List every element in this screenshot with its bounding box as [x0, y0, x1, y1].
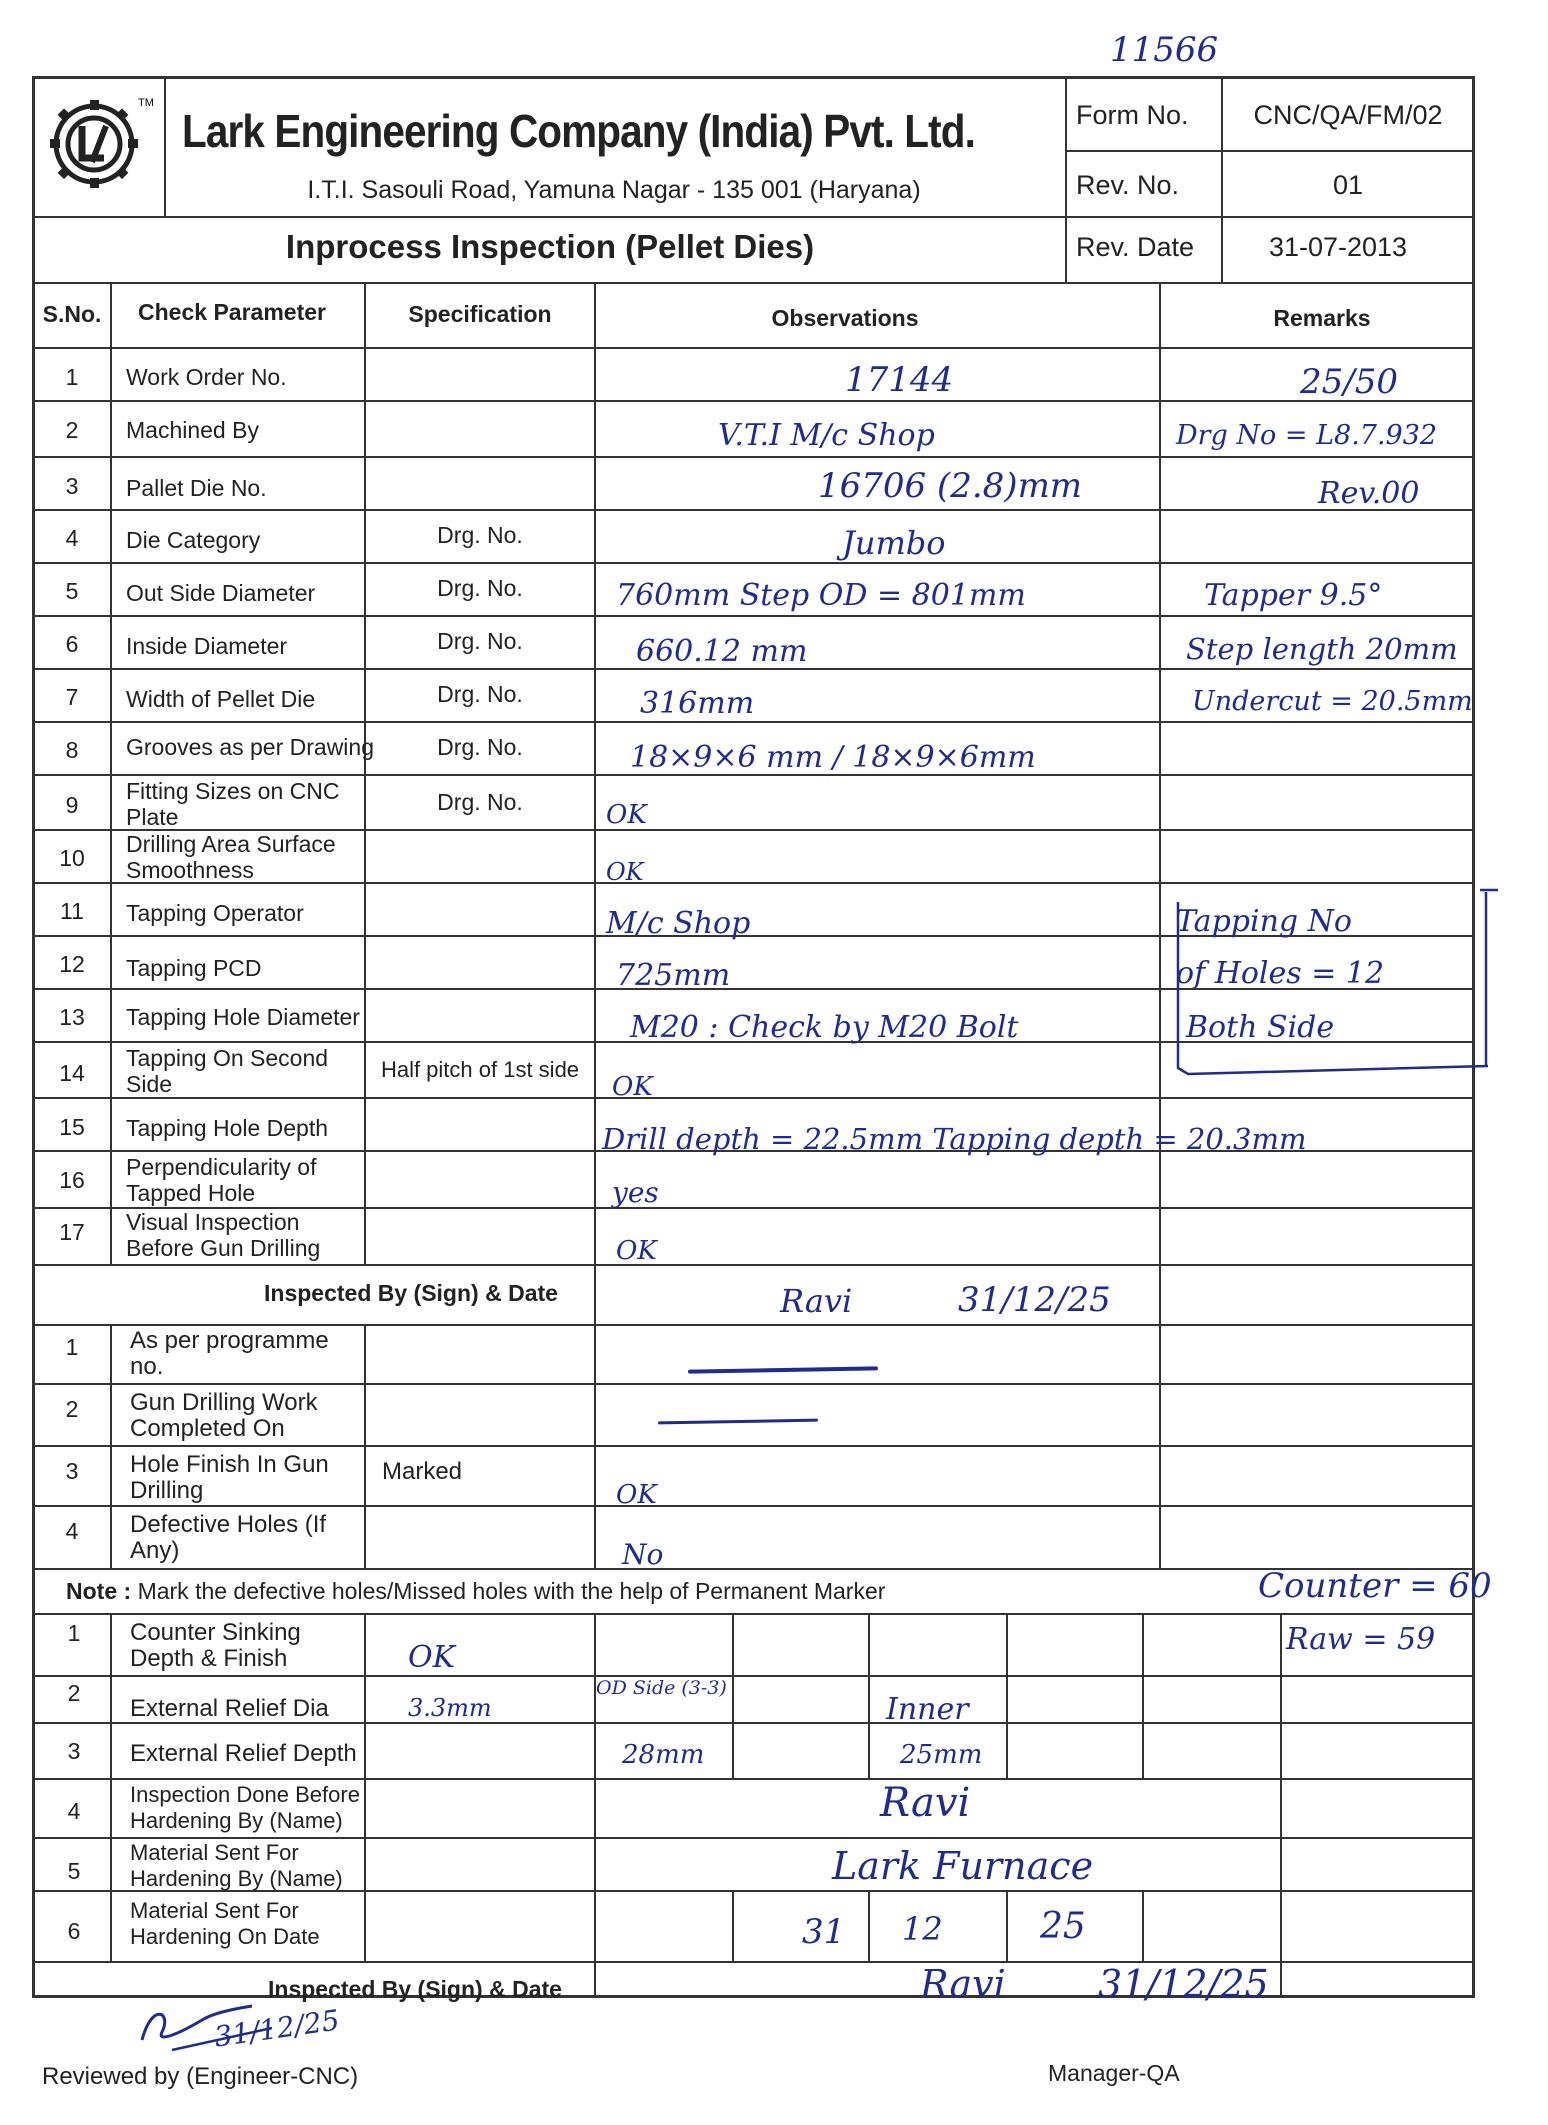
s3-row1-sno: 1 [67, 1620, 81, 1646]
s1-row14-sno: 14 [59, 1060, 85, 1086]
s3-row1-parameter: Counter Sinking Depth & Finish [130, 1619, 301, 1672]
s1-row11-parameter: Tapping Operator [126, 900, 304, 926]
s1-row3-parameter: Pallet Die No. [126, 475, 267, 501]
s1-row7-parameter: Width of Pellet Die [126, 686, 316, 712]
s1-row8-parameter: Grooves as per Drawing [126, 734, 374, 760]
s1-row10-parameter: Drilling Area Surface Smoothness [126, 831, 336, 883]
s1-row1-parameter: Work Order No. [126, 364, 287, 390]
s3-row3-sno: 3 [67, 1738, 81, 1764]
s2-row3-observation: OK [616, 1480, 657, 1510]
s3-row4-parameter: Inspection Done Before Hardening By (Name) [130, 1782, 360, 1833]
s1-row3-remark: Rev.00 [1318, 476, 1420, 511]
s3-row2-sno: 2 [67, 1680, 81, 1706]
s1-row1-remark: 25/50 [1300, 362, 1398, 402]
header-observations: Observations [771, 305, 919, 331]
s2-row3-parameter: Hole Finish In Gun Drilling [130, 1451, 329, 1504]
s3-row5-sno: 5 [67, 1858, 81, 1884]
s1-row5-remark: Tapper 9.5° [1204, 578, 1383, 613]
s1-row7-spec: Drg. No. [437, 681, 523, 707]
s1-row17-observation: OK [616, 1236, 657, 1266]
s1-row10-observation: OK [606, 858, 644, 886]
s1-row11-observation: M/c Shop [606, 906, 751, 941]
s1-row12-sno: 12 [59, 951, 85, 977]
reviewer-date: 31/12/25 [212, 2003, 342, 2054]
s1-row10-sno: 10 [59, 845, 85, 871]
note-counter: Counter = 60 [1258, 1566, 1492, 1606]
s1-row2-parameter: Machined By [126, 417, 259, 443]
manager-qa-label: Manager-QA [1048, 2060, 1180, 2086]
s1-row14-observation: OK [612, 1072, 653, 1102]
s1-row17-sno: 17 [59, 1219, 85, 1245]
s1-row11-sno: 11 [60, 898, 84, 924]
s1-row12-remark: of Holes = 12 [1176, 956, 1385, 991]
s1-row16-parameter: Perpendicularity of Tapped Hole [126, 1154, 317, 1206]
form-no-label: Form No. [1076, 100, 1189, 130]
inspected-by-label-2: Inspected By (Sign) & Date [268, 1976, 562, 2002]
rev-no-value: 01 [1332, 170, 1364, 200]
s1-row13-observation: M20 : Check by M20 Bolt [630, 1010, 1019, 1045]
s1-row17-parameter: Visual Inspection Before Gun Drilling [126, 1209, 321, 1261]
s1-row16-observation: yes [612, 1176, 659, 1209]
s2-row1-parameter: As per programme no. [130, 1327, 329, 1380]
s1-row15-sno: 15 [59, 1114, 85, 1140]
svg-text:TM: TM [138, 97, 154, 109]
s3-row6-sno: 6 [67, 1918, 81, 1944]
header-sno: S.No. [42, 301, 102, 327]
s1-row6-observation: 660.12 mm [636, 634, 808, 669]
inspected-by-date-2: 31/12/25 [1098, 1962, 1269, 2006]
s3-row6-value1: 31 [802, 1912, 846, 1952]
header-parameter: Check Parameter [138, 299, 326, 325]
note-raw: Raw = 59 [1286, 1622, 1436, 1657]
s2-row3-spec: Marked [382, 1458, 463, 1485]
s1-row6-parameter: Inside Diameter [126, 633, 288, 659]
s1-row1-observation: 17144 [845, 360, 954, 400]
s1-row8-spec: Drg. No. [437, 734, 523, 760]
s1-row2-observation: V.T.I M/c Shop [718, 418, 935, 453]
company-logo [46, 88, 156, 198]
note-text: Mark the defective holes/Missed holes with the help of Permanent Marker [137, 1578, 886, 1604]
reviewed-by-label: Reviewed by (Engineer-CNC) [42, 2063, 359, 2090]
rev-date-value: 31-07-2013 [1268, 232, 1408, 262]
s3-row3-value1: 28mm [622, 1740, 705, 1770]
s1-row5-observation: 760mm Step OD = 801mm [616, 578, 1026, 613]
s3-row5-value1: Lark Furnace [832, 1844, 1094, 1888]
s2-row2-sno: 2 [65, 1396, 79, 1422]
s2-row2-dash [658, 1419, 818, 1425]
s1-row3-sno: 3 [65, 473, 79, 499]
inspected-by-name-1: Ravi [780, 1282, 853, 1320]
s1-row1-sno: 1 [65, 364, 79, 390]
inspected-by-name-2: Ravi [920, 1962, 1006, 2006]
remarks-bracket [1168, 888, 1498, 1078]
s2-row2-parameter: Gun Drilling Work Completed On [130, 1389, 318, 1442]
form-no-value: CNC/QA/FM/02 [1253, 100, 1443, 130]
inspected-by-label-1: Inspected By (Sign) & Date [264, 1280, 558, 1306]
s2-row1-sno: 1 [65, 1334, 79, 1360]
note-label: Note : [66, 1578, 132, 1604]
s1-row8-sno: 8 [65, 737, 79, 763]
s3-row4-sno: 4 [67, 1798, 81, 1824]
header-remarks: Remarks [1273, 305, 1371, 331]
s1-row6-spec: Drg. No. [437, 628, 523, 654]
s3-row6-parameter: Material Sent For Hardening On Date [130, 1898, 320, 1949]
s3-row6-value2: 12 [902, 1910, 943, 1948]
s3-row4-value1: Ravi [880, 1780, 971, 1826]
s1-row15-parameter: Tapping Hole Depth [126, 1115, 329, 1141]
s1-row4-sno: 4 [65, 525, 79, 551]
s1-row4-spec: Drg. No. [437, 522, 523, 548]
s1-row7-sno: 7 [65, 684, 79, 710]
s3-row3-parameter: External Relief Depth [130, 1740, 357, 1767]
s1-row7-observation: 316mm [640, 686, 755, 721]
s3-row5-parameter: Material Sent For Hardening By (Name) [130, 1840, 343, 1891]
s1-row14-spec: Half pitch of 1st side [380, 1057, 580, 1082]
s1-row11-remark: Tapping No [1176, 904, 1352, 939]
s2-row4-observation: No [622, 1538, 664, 1571]
s3-row3-value2: 25mm [900, 1740, 983, 1770]
s1-row9-sno: 9 [65, 792, 79, 818]
s1-row5-sno: 5 [65, 578, 79, 604]
s1-row13-remark: Both Side [1186, 1010, 1335, 1045]
s1-row8-observation: 18×9×6 mm / 18×9×6mm [630, 740, 1036, 775]
header-specification: Specification [408, 301, 552, 327]
note [66, 1578, 885, 1605]
s1-row14-parameter: Tapping On Second Side [126, 1045, 329, 1097]
s1-row12-parameter: Tapping PCD [126, 955, 262, 981]
s1-row9-parameter: Fitting Sizes on CNC Plate [126, 778, 340, 830]
s2-row3-sno: 3 [65, 1458, 79, 1484]
s1-row3-observation: 16706 (2.8)mm [818, 466, 1083, 506]
s1-row7-remark: Undercut = 20.5mm [1192, 686, 1473, 717]
s1-row13-sno: 13 [59, 1004, 85, 1030]
document-title: Inprocess Inspection (Pellet Dies) [285, 228, 815, 265]
s1-row2-sno: 2 [65, 417, 79, 443]
s1-row5-parameter: Out Side Diameter [126, 580, 316, 606]
s3-row6-value3: 25 [1040, 1906, 1086, 1947]
s1-row13-parameter: Tapping Hole Diameter [126, 1004, 360, 1030]
s1-row12-observation: 725mm [616, 958, 731, 993]
rev-date-label: Rev. Date [1076, 232, 1195, 262]
rev-no-label: Rev. No. [1076, 170, 1180, 200]
s3-row2-value3: Inner [886, 1692, 969, 1727]
s1-row6-remark: Step length 20mm [1186, 632, 1458, 666]
inspected-by-date-1: 31/12/25 [958, 1280, 1111, 1320]
s1-row4-parameter: Die Category [126, 527, 261, 553]
s2-row4-parameter: Defective Holes (If Any) [130, 1511, 327, 1564]
s1-row9-observation: OK [606, 800, 647, 830]
s1-row16-sno: 16 [59, 1167, 85, 1193]
handwritten-number: 11566 [1110, 30, 1219, 70]
s3-row2-value2: OD Side (3-3) [596, 1677, 727, 1699]
company-name: Lark Engineering Company (India) Pvt. Ltd. [182, 105, 975, 157]
company-address: I.T.I. Sasouli Road, Yamuna Nagar - 135 001 (Haryana) [307, 176, 921, 204]
s3-row2-parameter: External Relief Dia [130, 1695, 329, 1722]
s2-row1-dash [688, 1366, 878, 1373]
s1-row9-spec: Drg. No. [437, 789, 523, 815]
s2-row4-sno: 4 [65, 1518, 79, 1544]
s1-row6-sno: 6 [65, 631, 79, 657]
s3-row1-value1: OK [408, 1640, 456, 1675]
s1-row4-observation: Jumbo [842, 524, 946, 562]
s1-row15-observation: Drill depth = 22.5mm Tapping depth = 20.3mm [602, 1122, 1307, 1156]
s3-row2-value1: 3.3mm [408, 1694, 492, 1722]
s1-row5-spec: Drg. No. [437, 575, 523, 601]
s1-row2-remark: Drg No = L8.7.932 [1176, 420, 1438, 451]
